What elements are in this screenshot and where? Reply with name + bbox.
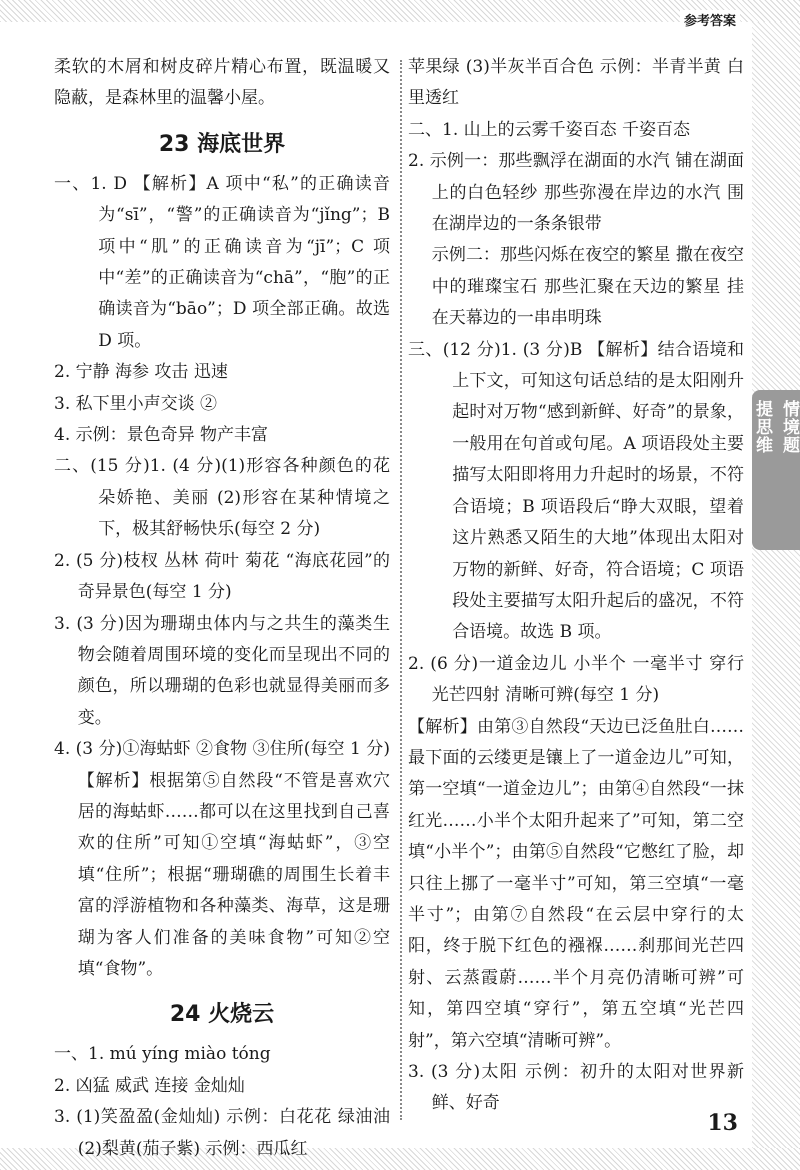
header-answer-label: 参考答案 xyxy=(680,10,740,29)
r-continued: 苹果绿 (3)半灰半百合色 示例：半青半黄 白里透红 xyxy=(408,57,744,109)
r-q3-1: 三、(12 分)1. (3 分)B 【解析】结合语境和上下文，可知这句话总结的是太阳刚升起时对万物“感到新鲜、好奇”的景象，一般用在句首或句尾。A 项语段处主要描写太阳即将用力升起时的场景，不符合语境；B 项语段后“睁大双眼，望着这片熟悉又陌生的大地”体现出太阳对万物的新鲜、好奇，符合语境；C 项语段处主要描写太阳升起后的盛况，不符合语境。故选 B 项。 xyxy=(408,339,744,643)
page-number: 13 xyxy=(707,1110,738,1136)
r-q2-1: 二、1. 山上的云雾千姿百态 千姿百态 xyxy=(408,119,691,140)
s23-q2-2: 2. (5 分)枝杈 丛林 荷叶 菊花 “海底花园”的奇异景色(每空 1 分) xyxy=(54,550,390,603)
s24-q1-2: 2. 凶猛 威武 连接 金灿灿 xyxy=(54,1075,245,1096)
s24-q1-1: 一、1. mú yíng miào tóng xyxy=(54,1044,271,1065)
s23-q1-2: 2. 宁静 海参 攻击 迅速 xyxy=(54,362,228,383)
s23-q2-3: 3. (3 分)因为珊瑚虫体内与之共生的藻类生物会随着周围环境的变化而呈现出不同的颜色，所以珊瑚的色彩也就显得美丽而多变。 xyxy=(54,613,390,728)
r-q3-2: 2. (6 分)一道金边儿 小半个 一毫半寸 穿行 光芒四射 清晰可辨(每空 1 分) xyxy=(408,653,744,706)
s23-q1-3: 3. 私下里小声交谈 ② xyxy=(54,393,218,414)
section-24-title: 24 火烧云 xyxy=(169,1002,275,1028)
side-tab-line2: 提思维 xyxy=(752,400,772,454)
s24-q1-3: 3. (1)笑盈盈(金灿灿) 示例：白花花 绿油油 (2)梨黄(茄子紫) 示例：西瓜红 xyxy=(54,1107,390,1159)
r-q3-2-analysis: 【解析】由第③自然段“天边已泛鱼肚白……最下面的云缕更是镶上了一道金边儿”可知，第一空填“一道金边儿”；由第④自然段“一抹红光……小半个太阳升起来了”可知，第二空填“小半个”；由第⑤自然段“它憋红了脸，却只往上挪了一毫半寸”可知，第三空填“一毫半寸”；由第⑦自然段“在云层中穿行的太阳，终于脱下红色的襁褓……刹那间光芒四射、云蒸霞蔚……半个月亮仍清晰可辨”可知，第四空填“穿行”，第五空填“光芒四射”，第六空填“清晰可辨”。 xyxy=(408,716,744,1051)
s23-q2-1: 二、(15 分)1. (4 分)(1)形容各种颜色的花朵娇艳、美丽 (2)形容在某种情境之下，极其舒畅快乐(每空 2 分) xyxy=(54,456,390,540)
side-tab-line1: 情境题 xyxy=(779,400,799,454)
side-tab xyxy=(752,390,800,550)
right-hatch-border xyxy=(752,22,800,1148)
s23-q1-1: 一、1. D 【解析】A 项中“私”的正确读音为“sī”，“警”的正确读音为“jǐng”；B 项中“肌”的正确读音为“jī”；C 项中“差”的正确读音为“chā”，“胞”的正确读音为“bāo”；D 项全部正确。故选 D 项。 xyxy=(54,173,390,351)
r-q2-2: 2. 示例一：那些飘浮在湖面的水汽 铺在湖面上的白色轻纱 那些弥漫在岸边的水汽 围在湖岸边的一条条银带 xyxy=(408,151,744,235)
left-column xyxy=(54,52,390,1165)
s23-q1-4: 4. 示例：景色奇异 物产丰富 xyxy=(54,425,269,446)
r-q2-2b: 示例二：那些闪烁在夜空的繁星 撒在夜空中的璀璨宝石 那些汇聚在天边的繁星 挂在天幕边的一串串明珠 xyxy=(431,245,744,329)
section-23-title: 23 海底世界 xyxy=(158,131,286,157)
intro-text: 柔软的木屑和树皮碎片精心布置，既温暖又隐蔽，是森林里的温馨小屋。 xyxy=(54,57,390,109)
r-q3-3: 3. (3 分)太阳 示例：初升的太阳对世界新鲜、好奇 xyxy=(408,1062,744,1114)
column-divider xyxy=(400,60,402,1120)
right-column xyxy=(408,52,744,1120)
s23-q2-4: 4. (3 分)①海蛄虾 ②食物 ③住所(每空 1 分) 【解析】根据第⑤自然段“不管是喜欢穴居的海蛄虾……都可以在这里找到自己喜欢的住所”可知①空填“海蛄虾”，③空填“住所”；根据“珊瑚礁的周围生长着丰富的浮游植物和各种藻类、海草，这是珊瑚为客人们准备的美味食物”可知②空填“食物”。 xyxy=(54,739,390,979)
